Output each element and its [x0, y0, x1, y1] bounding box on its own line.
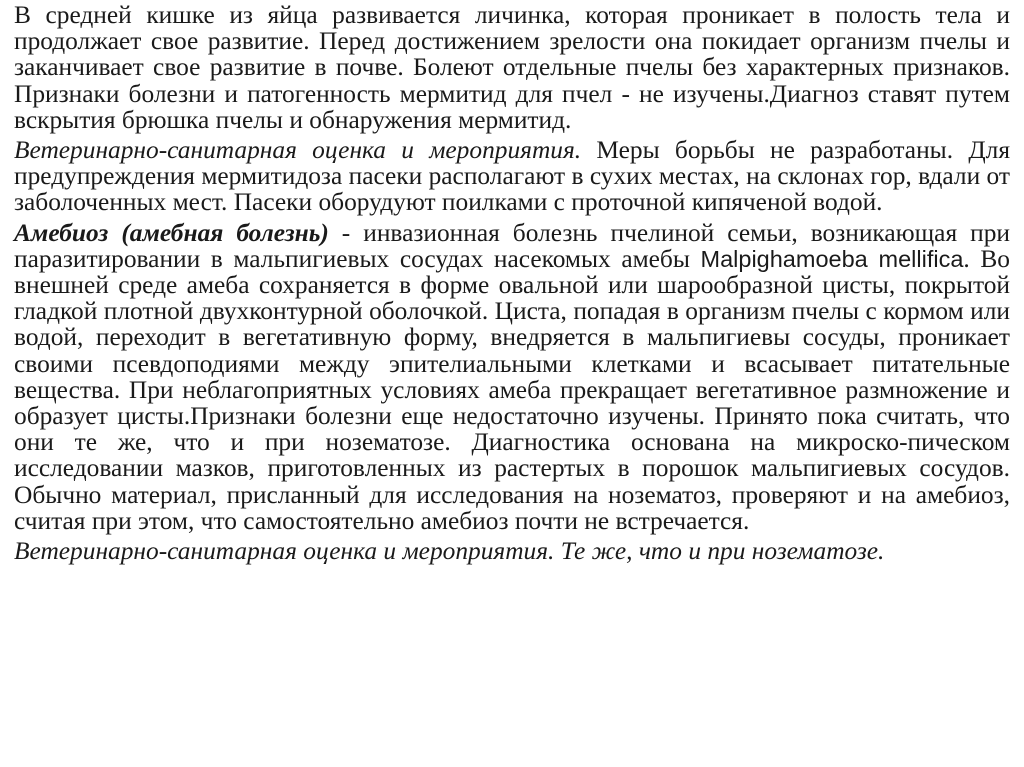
paragraph-mermithidosis-development: [14, 2, 1010, 133]
paragraph-text-b: . Во внешней среде амеба сохраняется в форме овальной или шарообразной цисты, покрытой гладкой плотной двухконтурной оболочкой. Циста, попадая в организм пчелы с кормом или водой, переходит в вегетативную форму, внедряется в мальпигиевы сосуды, проникает своими псевдоподиями между эпителиальными клетками и всасывает питательные вещества. При неблагоприятных условиях амеба прекращает вегетативное размножение и образует цисты.Признаки болезни еще недостаточно изучены. Принято пока считать, что они те же, что и при нозематозе. Диагностика основана на микроско-пическом исследовании мазков, приготовленных из растертых в порошок мальпигиевых сосудов. Обычно материал, присланный для исследования на нозематоз, проверяют и на амебиоз, считая при этом, что самостоятельно амебиоз почти не встречается.: [14, 244, 1010, 535]
paragraph-text: Меры борьбы не разработаны. Для предупреждения мермитидоза пасеки располагают в сухих местах, на склонах гор, вдали от заболоченных мест. Пасеки оборудуют поилками с проточной кипяченой водой.: [14, 136, 1010, 217]
paragraph-text: Те же, что и при нозематозе.: [554, 537, 885, 566]
paragraph-text-a: - инвазионная болезнь пчелиной семьи, возникающая при паразитировании в мальпигиевых сосудах насекомых амебы: [14, 218, 1010, 273]
paragraph-mermithidosis-measures: [14, 137, 1010, 216]
section-heading-vet-sanitary: Ветеринарно-санитарная оценка и мероприятия.: [14, 537, 555, 566]
paragraph-amoebiasis: [14, 220, 1010, 534]
paragraph-amoebiasis-measures: [14, 538, 1010, 564]
paragraph-text: В средней кишке из яйца развивается личинка, которая проникает в полость тела и продолжает свое развитие. Перед достижением зрелости она покидает организм пчелы и заканчивает свое развитие в почве. Болеют отдельные пчелы без характерных признаков. Признаки болезни и патогенность мермитид для пчел - не изучены.Диагноз ставят путем вскрытия брюшка пчелы и обнаружения мермитид.: [14, 1, 1010, 134]
term-amoebiasis: Амебиоз (амебная болезнь): [14, 218, 329, 247]
species-name: Malpighamoeba mellifica: [700, 245, 964, 272]
section-heading-vet-sanitary: Ветеринарно-санитарная оценка и мероприятия.: [14, 136, 582, 165]
